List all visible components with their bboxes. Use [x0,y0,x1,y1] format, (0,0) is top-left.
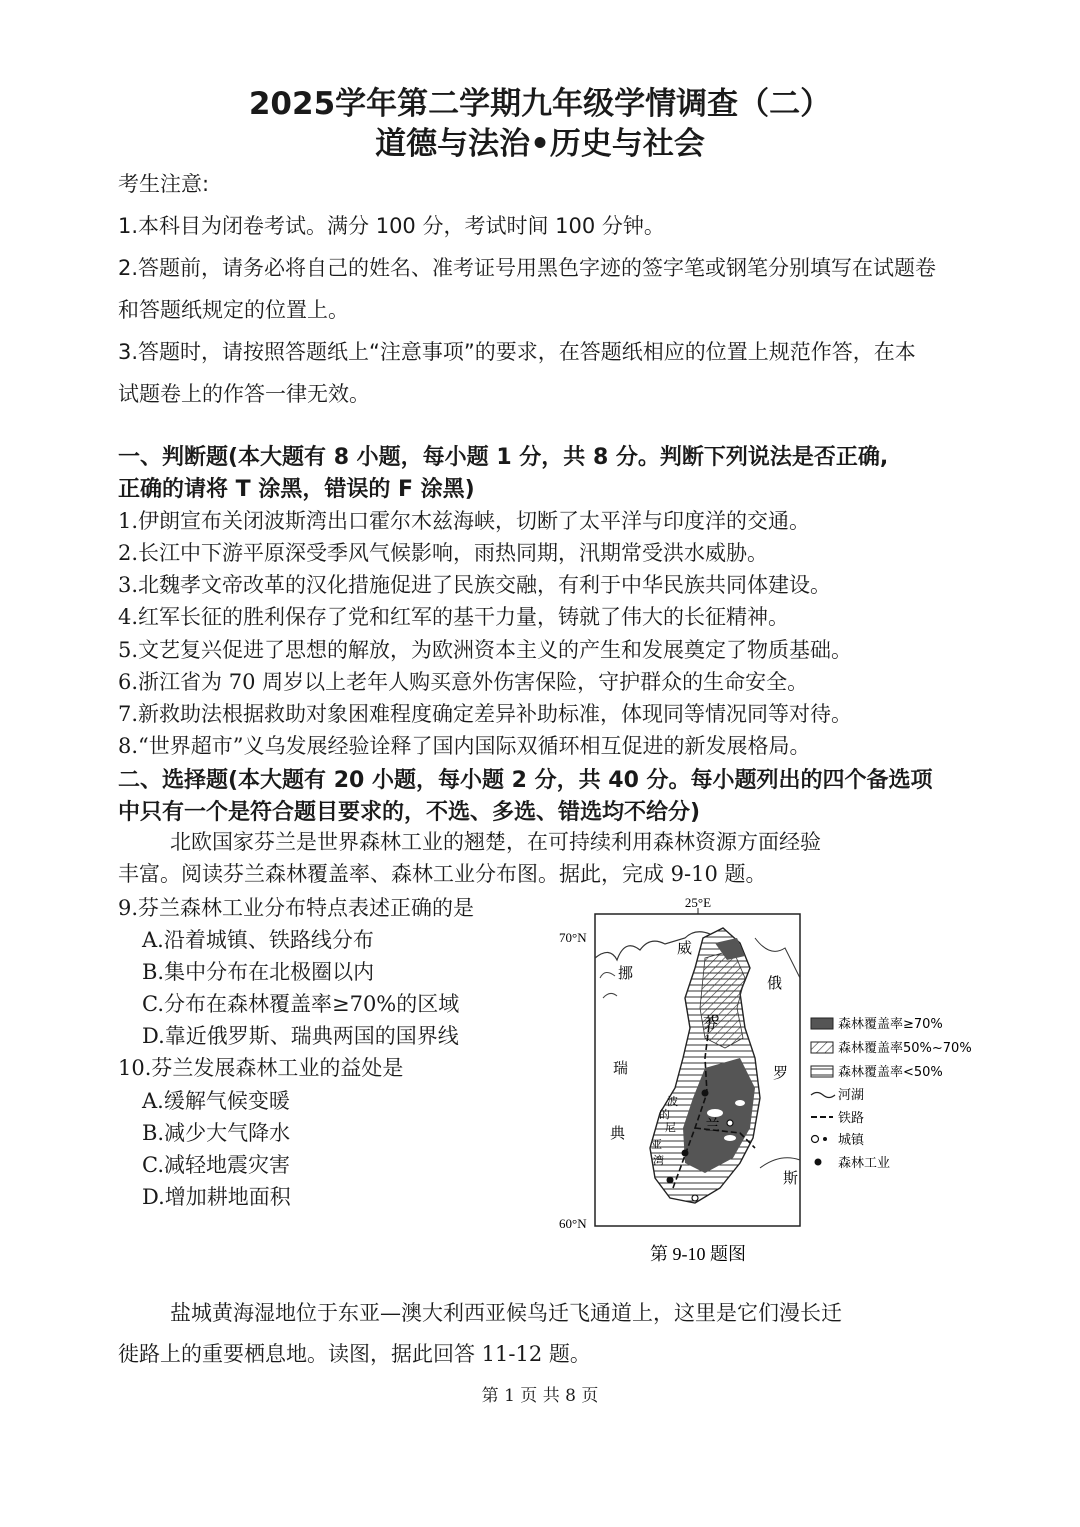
question-9-option-a: A.沿着城镇、铁路线分布 [142,928,374,952]
map-caption: 第 9-10 题图 [650,1244,746,1264]
question-9-stem: 9.芬兰森林工业分布特点表述正确的是 [118,896,475,920]
passage-intro-line-1: 北欧国家芬兰是世界森林工业的翘楚，在可持续利用森林资源方面经验 [170,830,821,854]
lon-label: 25°E [684,898,712,910]
legend-label-railway: 铁路 [838,1111,865,1126]
legend-label-high: 森林覆盖率≥70% [838,1017,943,1032]
label-gulf-4: 亚 [651,1138,662,1151]
passage-intro-line-2: 丰富。阅读芬兰森林覆盖率、森林工业分布图。据此，完成 9-10 题。 [118,862,767,886]
legend-label-low: 森林覆盖率<50% [838,1065,943,1080]
label-russia-3: 斯 [783,1169,799,1187]
notice-item-2-line-1: 2.答题前，请务必将自己的姓名、准考证号用黑色字迹的签字笔或钢笔分别填写在试题卷 [118,256,937,280]
forest-industry-dot [667,1177,674,1184]
label-russia-1: 俄 [767,974,783,992]
legend-label-town: 城镇 [838,1133,865,1148]
label-gulf-5: 湾 [653,1154,664,1167]
judge-item-7: 7.新救助法根据救助对象困难程度确定差异补助标准，体现同等情况同等对待。 [118,702,853,726]
label-norway-1: 威 [677,939,693,957]
passage2-intro-line-2: 徙路上的重要栖息地。读图，据此回答 11-12 题。 [118,1342,591,1366]
question-10-stem: 10.芬兰发展森林工业的益处是 [118,1056,404,1080]
legend-swatch-mid [811,1042,833,1053]
legend-swatch-river [811,1093,835,1098]
finland-forest-map [555,898,985,1270]
passage2-intro-line-1: 盐城黄海湿地位于东亚—澳大利西亚候鸟迁飞通道上，这里是它们漫长迁 [170,1301,842,1325]
notice-item-3-line-2: 试题卷上的作答一律无效。 [118,382,370,406]
lat-top-label: 70°N [559,930,587,945]
judge-item-5: 5.文艺复兴促进了思想的解放，为欧洲资本主义的产生和发展奠定了物质基础。 [118,638,853,662]
legend-swatch-industry [815,1159,822,1166]
label-sweden-1: 瑞 [613,1059,629,1077]
notice-heading: 考生注意: [118,172,210,196]
legend-label-river: 河湖 [838,1088,865,1103]
lat-bottom-label: 60°N [559,1216,587,1231]
judge-item-1: 1.伊朗宣布关闭波斯湾出口霍尔木兹海峡，切断了太平洋与印度洋的交通。 [118,509,811,533]
question-9-option-c: C.分布在森林覆盖率≥70%的区域 [142,992,460,1016]
town-dot [692,1195,698,1201]
label-gulf-1: 波 [667,1095,678,1108]
legend-label-industry: 森林工业 [838,1156,891,1171]
map-svg [555,898,985,1270]
question-10-option-c: C.减轻地震灾害 [142,1153,290,1177]
label-gulf-3: 尼 [665,1121,676,1134]
notice-item-3-line-1: 3.答题时，请按照答题纸上“注意事项”的要求，在答题纸相应的位置上规范作答，在本 [118,340,916,364]
judge-item-4: 4.红军长征的胜利保存了党和红军的基干力量，铸就了伟大的长征精神。 [118,605,790,629]
question-10-option-a: A.缓解气候变暖 [142,1089,290,1113]
legend-swatch-town [812,1136,819,1143]
legend-swatch-low [811,1066,833,1077]
question-9-option-b: B.集中分布在北极圈以内 [142,960,375,984]
notice-item-1: 1.本科目为闭卷考试。满分 100 分，考试时间 100 分钟。 [118,214,665,238]
label-sweden-2: 典 [610,1124,626,1142]
question-10-option-b: B.减少大气降水 [142,1121,291,1145]
judge-item-6: 6.浙江省为 70 周岁以上老年人购买意外伤害保险，守护群众的生命安全。 [118,670,809,694]
judge-item-3: 3.北魏孝文帝改革的汉化措施促进了民族交融，有利于中华民族共同体建设。 [118,573,832,597]
forest-industry-dot [702,1090,709,1097]
town-dot [727,1120,733,1126]
exam-title: 2025学年第二学期九年级学情调查（二） [248,86,832,122]
label-finland-2: 兰 [705,1116,721,1134]
section2-heading-line-2: 中只有一个是符合题目要求的，不选、多选、错选均不给分) [118,800,701,825]
question-9-option-d: D.靠近俄罗斯、瑞典两国的国界线 [142,1024,459,1048]
section1-heading-line-2: 正确的请将 T 涂黑，错误的 F 涂黑) [118,477,475,502]
finland-region-mid-cover [700,950,745,1048]
exam-subtitle: 道德与法治•历史与社会 [375,126,705,162]
notice-item-2-line-2: 和答题纸规定的位置上。 [118,298,349,322]
judge-item-8: 8.“世界超市”义乌发展经验诠释了国内国际双循环相互促进的新发展格局。 [118,734,811,758]
label-russia-2: 罗 [773,1064,789,1082]
label-norway-2: 挪 [618,964,634,982]
page-footer: 第 1 页 共 8 页 [481,1386,599,1406]
question-10-option-d: D.增加耕地面积 [142,1185,291,1209]
label-finland-1: 芬 [703,1014,719,1032]
forest-industry-dot [682,1150,689,1157]
section2-heading-line-1: 二、选择题(本大题有 20 小题，每小题 2 分，共 40 分。每小题列出的四个备选项 [118,768,933,793]
label-gulf-2: 的 [659,1108,670,1121]
legend-swatch-high [811,1018,833,1029]
section1-heading-line-1: 一、判断题(本大题有 8 小题，每小题 1 分，共 8 分。判断下列说法是否正确, [118,445,889,470]
legend-label-mid: 森林覆盖率50%~70% [838,1041,972,1056]
judge-item-2: 2.长江中下游平原深受季风气候影响，雨热同期，汛期常受洪水威胁。 [118,541,769,565]
